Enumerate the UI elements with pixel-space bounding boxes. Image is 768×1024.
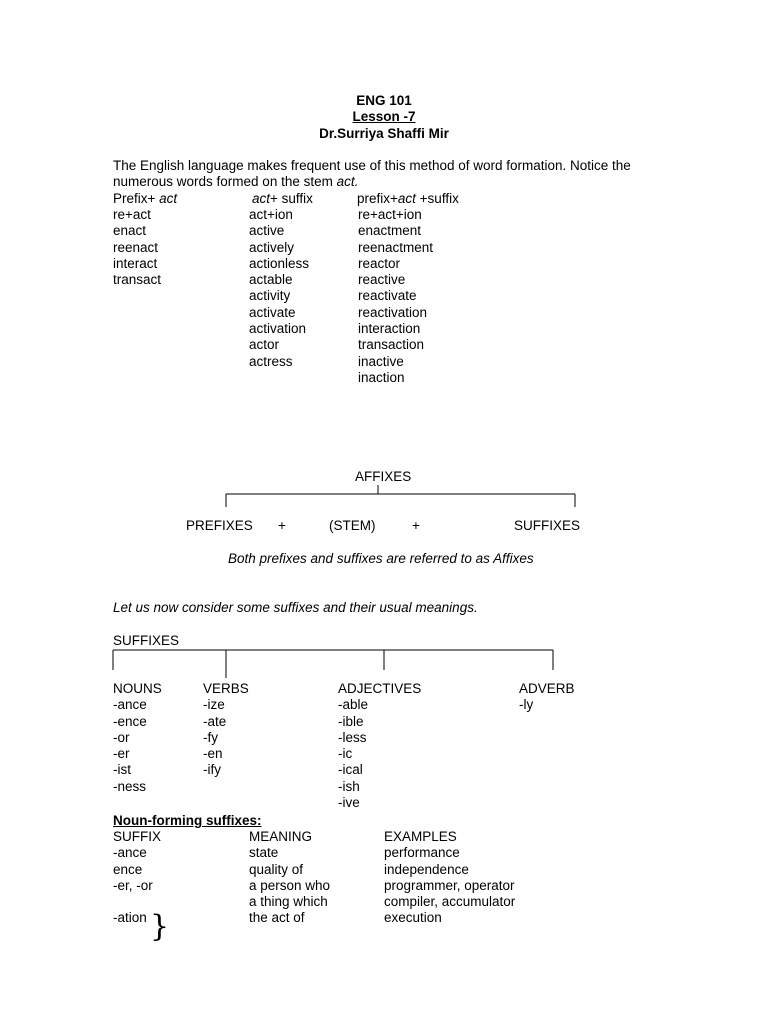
header-stem: act [159, 191, 178, 206]
meaning-cell: a thing which [249, 894, 328, 910]
course-title: ENG 101 [356, 93, 412, 108]
word-item: actor [249, 337, 280, 353]
plus-sign-1: + [278, 518, 286, 533]
suffix-cell: -ance [113, 845, 147, 861]
meaning-cell: a person who [249, 877, 331, 893]
header-part: Prefix+ [113, 191, 160, 206]
stem-label: (STEM) [329, 518, 376, 533]
suffix-item: -ist [113, 762, 131, 778]
word-item: reenactment [358, 239, 434, 255]
suffix-item: -er [113, 746, 130, 762]
plus-sign-2: + [412, 518, 420, 533]
suffix-item: -ence [113, 713, 147, 729]
suffix-intro-text: Let us now consider some suffixes and their usual meanings. [113, 600, 478, 615]
brace-symbol: } [150, 909, 170, 944]
suffix-item: -ic [338, 746, 353, 762]
word-item: actionless [249, 255, 310, 271]
suffix-cell: ence [113, 861, 143, 877]
suffix-item: -ible [338, 713, 364, 729]
example-cell: performance [384, 845, 460, 861]
affixes-caption: Both prefixes and suffixes are referred to as Affixes [228, 551, 534, 566]
verbs-title: VERBS [203, 681, 249, 696]
header-stem: act [397, 191, 416, 206]
adjectives-column [338, 681, 421, 811]
suffix-item: -able [338, 697, 369, 713]
nouns-column [113, 681, 162, 795]
meaning-cell: state [249, 845, 279, 861]
word-item: transact [113, 272, 162, 288]
suffix-item: -ate [203, 713, 227, 729]
header-part: +suffix [415, 191, 459, 206]
suffix-item: -ive [338, 795, 360, 811]
adjectives-title: ADJECTIVES [338, 681, 422, 696]
suffix-item: -ness [113, 778, 147, 794]
suffix-item: -or [113, 729, 130, 745]
word-item: actively [249, 239, 295, 255]
suffix-item: -ify [203, 762, 221, 778]
word-item: interaction [358, 321, 421, 337]
noun-forming-heading: Noun-forming suffixes: [113, 813, 262, 828]
example-cell: independence [384, 861, 469, 877]
word-item: activity [249, 288, 291, 304]
header-stem: act [252, 191, 271, 206]
suffix-cell: -er, -or [113, 877, 153, 893]
word-item: reenact [113, 239, 159, 255]
example-cell: compiler, accumulator [384, 894, 516, 910]
meaning-cell: quality of [249, 861, 304, 877]
noun-meaning-column [249, 829, 330, 927]
word-item: interact [113, 255, 158, 271]
column-header: MEANING [249, 829, 313, 844]
column-header: SUFFIX [113, 829, 162, 844]
header-part: prefix+ [357, 191, 398, 206]
adverb-title: ADVERB [519, 681, 575, 696]
suffixes-label: SUFFIXES [514, 518, 581, 533]
suffix-cell: -ation [113, 910, 147, 926]
prefixes-label: PREFIXES [186, 518, 253, 533]
author-name: Dr.Surriya Shaffi Mir [319, 126, 449, 141]
nouns-title: NOUNS [113, 681, 162, 696]
word-item: reactor [358, 255, 401, 271]
example-cell: programmer, operator [384, 877, 515, 893]
word-item: transaction [358, 337, 425, 353]
lesson-label: Lesson -7 [352, 109, 416, 124]
suffix-item: -ance [113, 697, 147, 713]
suffix-item: -ly [519, 697, 534, 713]
intro-stem-word: act. [336, 174, 359, 189]
word-item: active [249, 223, 285, 239]
word-item: inactive [358, 353, 404, 369]
noun-examples-column [384, 829, 515, 927]
affixes-root-label: AFFIXES [355, 469, 412, 484]
word-item: inaction [358, 369, 405, 385]
suffix-item: -ish [338, 778, 360, 794]
verbs-column [203, 681, 249, 779]
meaning-cell: the act of [249, 910, 305, 926]
word-item: activation [249, 321, 307, 337]
word-item: re+act [113, 207, 151, 222]
suffix-item: -less [338, 729, 367, 745]
intro-line-2-text: numerous words formed on the stem [113, 174, 337, 189]
word-item: activate [249, 304, 296, 320]
word-item: enact [113, 223, 147, 239]
intro-line-1: The English language makes frequent use of this method of word formation. Notice the [113, 158, 631, 173]
word-item: reactivation [358, 304, 428, 320]
word-item: enactment [358, 223, 422, 239]
word-item: actable [249, 272, 293, 288]
suffix-item: -fy [203, 729, 218, 745]
suffix-item: -en [203, 746, 223, 762]
suffix-item: -ize [203, 697, 225, 713]
header-part: + suffix [270, 191, 313, 206]
word-item: act+ion [249, 207, 293, 222]
suffixes-root-label: SUFFIXES [113, 633, 180, 648]
word-item: reactivate [358, 288, 417, 304]
column-header: EXAMPLES [384, 829, 457, 844]
adverb-column [519, 681, 575, 714]
word-item: re+act+ion [358, 207, 422, 222]
word-item: reactive [358, 272, 406, 288]
suffix-item: -ical [338, 762, 363, 778]
word-item: actress [249, 353, 293, 369]
example-cell: execution [384, 910, 442, 926]
